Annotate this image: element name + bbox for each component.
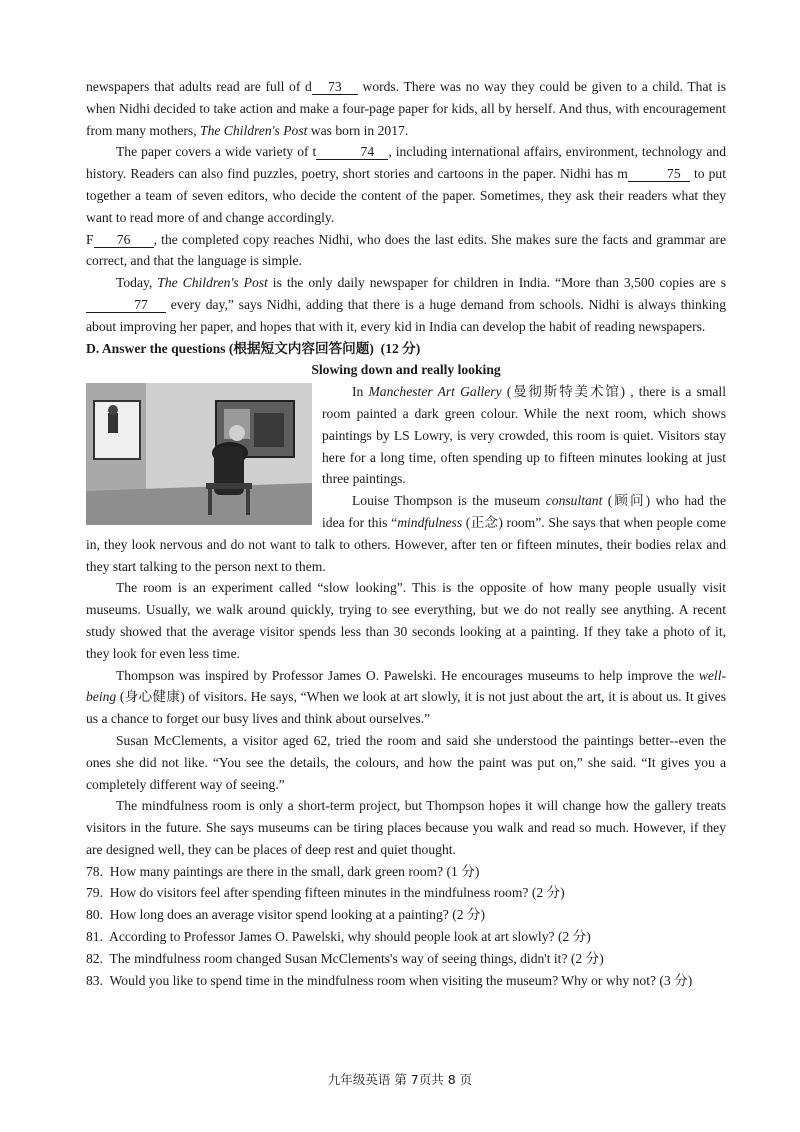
text: (身心健康) of visitors. He says, “When we look at art slowly, it is not just about the art, it is about us. It gives us a chance to forget our busy lives and think about ourselves.” <box>86 689 726 727</box>
gallery-photo <box>86 383 312 525</box>
blank-75: 75 <box>628 166 690 182</box>
text: was born in 2017. <box>307 122 409 138</box>
text: , the completed copy reaches Nidhi, who does the last edits. She makes sure the facts and grammar are correct, and that the language is simple. <box>86 231 726 269</box>
cloze-paragraph-3 <box>86 229 726 273</box>
question-79: 79. How do visitors feel after spending fifteen minutes in the mindfulness room? (2 分) <box>86 885 565 901</box>
question-83: 83. Would you like to spend time in the mindfulness room when visiting the museum? Why or why not? (3 分) <box>86 972 693 988</box>
exam-page <box>86 76 726 991</box>
text: is the only daily newspaper for children in India. “More than 3,500 copies are s <box>267 275 726 291</box>
text: (正念) room”. She says that when people come in, they look nervous and do not want to talk to others. However, after ten or fifteen minutes, their bodies relax and they start talking to the person next to them. <box>86 514 726 574</box>
newspaper-title: The Children's Post <box>200 122 308 138</box>
text: every day,” says Nidhi, adding that there is a huge demand from schools. Nidhi is always thinking about improving her paper, and hopes that with it, every kid in India can develop the habit of reading newspapers. <box>86 296 726 334</box>
text: F <box>86 231 94 247</box>
text: (曼彻斯特美术馆) , there is a small room painted a dark green colour. While the next room, which shows paintings by LS Lowry, is very crowded, this room is quiet. Visitors stay here for a long time, often spending up to fifteen minutes looking at just three paintings. <box>322 384 726 487</box>
newspaper-title: The Children's Post <box>157 275 268 291</box>
italic-term: mindfulness <box>397 514 463 530</box>
text: (顾问) who had the idea for this “ <box>322 493 726 530</box>
article-paragraph-5: Susan McClements, a visitor aged 62, tried the room and said she understood the paintings better--even the ones she did not like. “You see the details, the colours, and how the paint was put on,” she said. “It gives you a completely different way of seeing.” <box>86 732 726 792</box>
question-81: 81. According to Professor James O. Pawelski, why should people look at art slowly? (2 分) <box>86 929 591 945</box>
article-paragraph-3: The room is an experiment called “slow looking”. This is the opposite of how many people usually visit museums. Usually, we walk around quickly, trying to see everything, but we do not really see anything. A recent study showed that the average visitor spends less than 30 seconds looking at a painting. If they take a photo of it, they look for even less time. <box>86 580 726 661</box>
cloze-paragraph-2 <box>86 141 726 228</box>
section-d-heading: D. Answer the questions (根据短文内容回答问题) (12 分) <box>86 340 421 356</box>
article-paragraph-6: The mindfulness room is only a short-term project, but Thompson hopes it will change how the gallery treats visitors in the future. She says museums can be tiring places because you walk and read so much. However, if they are designed well, they can be places of deep rest and quiet thought. <box>86 798 726 857</box>
gallery-name: Manchester Art Gallery <box>368 384 502 400</box>
cloze-paragraph-4 <box>86 272 726 337</box>
blank-73: 73 <box>312 79 358 95</box>
text: Today, <box>116 275 158 291</box>
italic-term: well-being <box>86 667 726 705</box>
text: words. There was no way they could be given to a child. That is when Nidhi decided to take action and make a four-page paper for kids, all by herself. And thus, with encouragement from many mothers, <box>86 79 727 138</box>
text: Louise Thompson is the museum <box>352 493 546 509</box>
italic-term: consultant <box>545 493 603 509</box>
blank-74: 74 <box>316 144 388 160</box>
article-paragraph-4 <box>86 665 726 730</box>
article-title: Slowing down and really looking <box>311 362 501 378</box>
text: to put together a team of seven editors, who decide the content of the paper. Sometimes, they ask their readers what they want to read more of and change accordingly. <box>86 166 726 225</box>
text: In <box>352 384 369 400</box>
question-78: 78. How many paintings are there in the small, dark green room? (1 分) <box>86 863 480 879</box>
text: The paper covers a wide variety of t <box>116 144 317 160</box>
text: , including international affairs, environment, technology and history. Readers can also find puzzles, poetry, short stories and cartoons in the paper. Nidhi has m <box>86 144 726 182</box>
page-footer: 九年级英语 第 7页共 8 页 <box>327 1072 473 1087</box>
text: newspapers that adults read are full of d <box>86 79 312 94</box>
cloze-paragraph-1 <box>86 76 726 141</box>
blank-77: 77 <box>86 297 166 313</box>
text: Thompson was inspired by Professor James O. Pawelski. He encourages museums to help improve the <box>116 667 699 683</box>
question-list <box>86 861 726 992</box>
blank-76: 76 <box>94 232 154 248</box>
question-80: 80. How long does an average visitor spend looking at a painting? (2 分) <box>86 907 486 923</box>
question-82: 82. The mindfulness room changed Susan McClements's way of seeing things, didn't it? (2 分) <box>86 950 604 966</box>
